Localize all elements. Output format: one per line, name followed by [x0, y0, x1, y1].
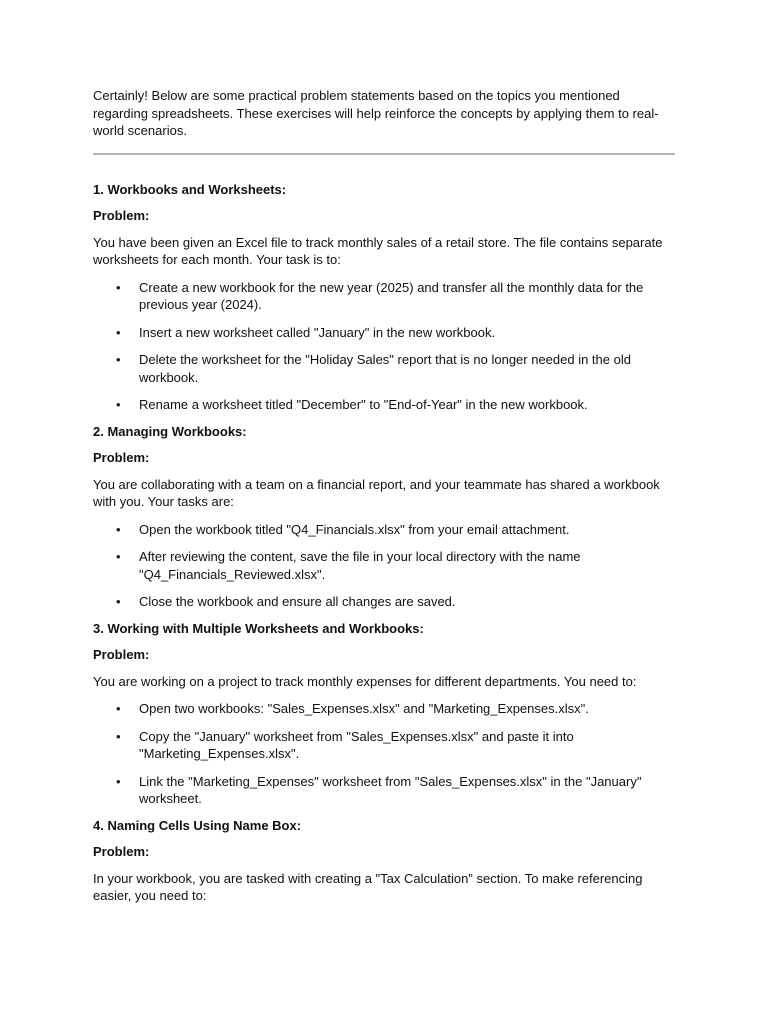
- task-text: Rename a worksheet titled "December" to "End-of-Year" in the new workbook.: [139, 397, 588, 412]
- task-text: Close the workbook and ensure all changes are saved.: [139, 594, 456, 609]
- horizontal-divider: [93, 153, 675, 155]
- section-heading: 1. Workbooks and Worksheets:: [93, 181, 287, 197]
- task-list-item: [93, 773, 675, 808]
- section-heading: 4. Naming Cells Using Name Box:: [93, 817, 302, 833]
- section-description: You are collaborating with a team on a financial report, and your teammate has shared a workbook with you. Your tasks are:: [93, 476, 660, 509]
- bullet-icon: •: [116, 549, 121, 564]
- section-heading: 3. Working with Multiple Worksheets and Workbooks:: [93, 620, 424, 636]
- bullet-icon: •: [116, 279, 121, 295]
- task-list-item: [93, 593, 675, 611]
- task-text: Copy the "January" worksheet from "Sales_Expenses.xlsx" and paste it into "Marketing_Expenses.xlsx".: [139, 728, 574, 761]
- problem-section: [93, 620, 675, 808]
- sections-container: [93, 181, 675, 905]
- bullet-icon: •: [116, 701, 121, 716]
- section-description: In your workbook, you are tasked with creating a "Tax Calculation" section. To make referencing easier, you need to:: [93, 870, 643, 903]
- intro-paragraph: Certainly! Below are some practical problem statements based on the topics you mentioned regarding spreadsheets. These exercises will help reinforce the concepts by applying them to real-world scenarios.: [93, 88, 659, 138]
- task-list-item: [93, 700, 675, 718]
- task-list-item: [93, 351, 675, 386]
- section-heading: 2. Managing Workbooks:: [93, 423, 247, 439]
- bullet-icon: •: [116, 397, 121, 412]
- task-list: [93, 279, 675, 414]
- task-text: Insert a new worksheet called "January" in the new workbook.: [139, 324, 496, 340]
- bullet-icon: •: [116, 352, 121, 367]
- bullet-icon: •: [116, 773, 121, 789]
- task-list-item: [93, 324, 675, 342]
- task-list-item: [93, 548, 675, 583]
- problem-label: Problem:: [93, 208, 150, 223]
- problem-section: [93, 181, 675, 414]
- bullet-icon: •: [116, 728, 121, 744]
- task-list: [93, 700, 675, 808]
- problem-label: Problem:: [93, 450, 150, 465]
- section-description: You are working on a project to track monthly expenses for different departments. You need to:: [93, 673, 637, 689]
- task-text: Open the workbook titled "Q4_Financials.xlsx" from your email attachment.: [139, 521, 570, 537]
- task-list: [93, 521, 675, 611]
- bullet-icon: •: [116, 324, 121, 340]
- task-text: Open two workbooks: "Sales_Expenses.xlsx" and "Marketing_Expenses.xlsx".: [139, 701, 589, 716]
- bullet-icon: •: [116, 594, 121, 609]
- task-list-item: [93, 728, 675, 763]
- task-text: Delete the worksheet for the "Holiday Sales" report that is no longer needed in the old workbook.: [139, 352, 631, 385]
- task-list-item: [93, 279, 675, 314]
- task-list-item: [93, 396, 675, 414]
- problem-section: [93, 423, 675, 611]
- document-body: [93, 87, 675, 915]
- problem-label: Problem:: [93, 844, 150, 859]
- bullet-icon: •: [116, 521, 121, 537]
- problem-section: [93, 817, 675, 905]
- task-list-item: [93, 521, 675, 539]
- problem-label: Problem:: [93, 647, 150, 662]
- section-description: You have been given an Excel file to track monthly sales of a retail store. The file contains separate worksheets for each month. Your task is to:: [93, 234, 663, 267]
- task-text: Create a new workbook for the new year (2025) and transfer all the monthly data for the previous year (2024).: [139, 279, 644, 312]
- task-text: Link the "Marketing_Expenses" worksheet from "Sales_Expenses.xlsx" in the "January" worksheet.: [139, 773, 642, 806]
- task-text: After reviewing the content, save the file in your local directory with the name "Q4_Financials_Reviewed.xlsx".: [139, 549, 581, 582]
